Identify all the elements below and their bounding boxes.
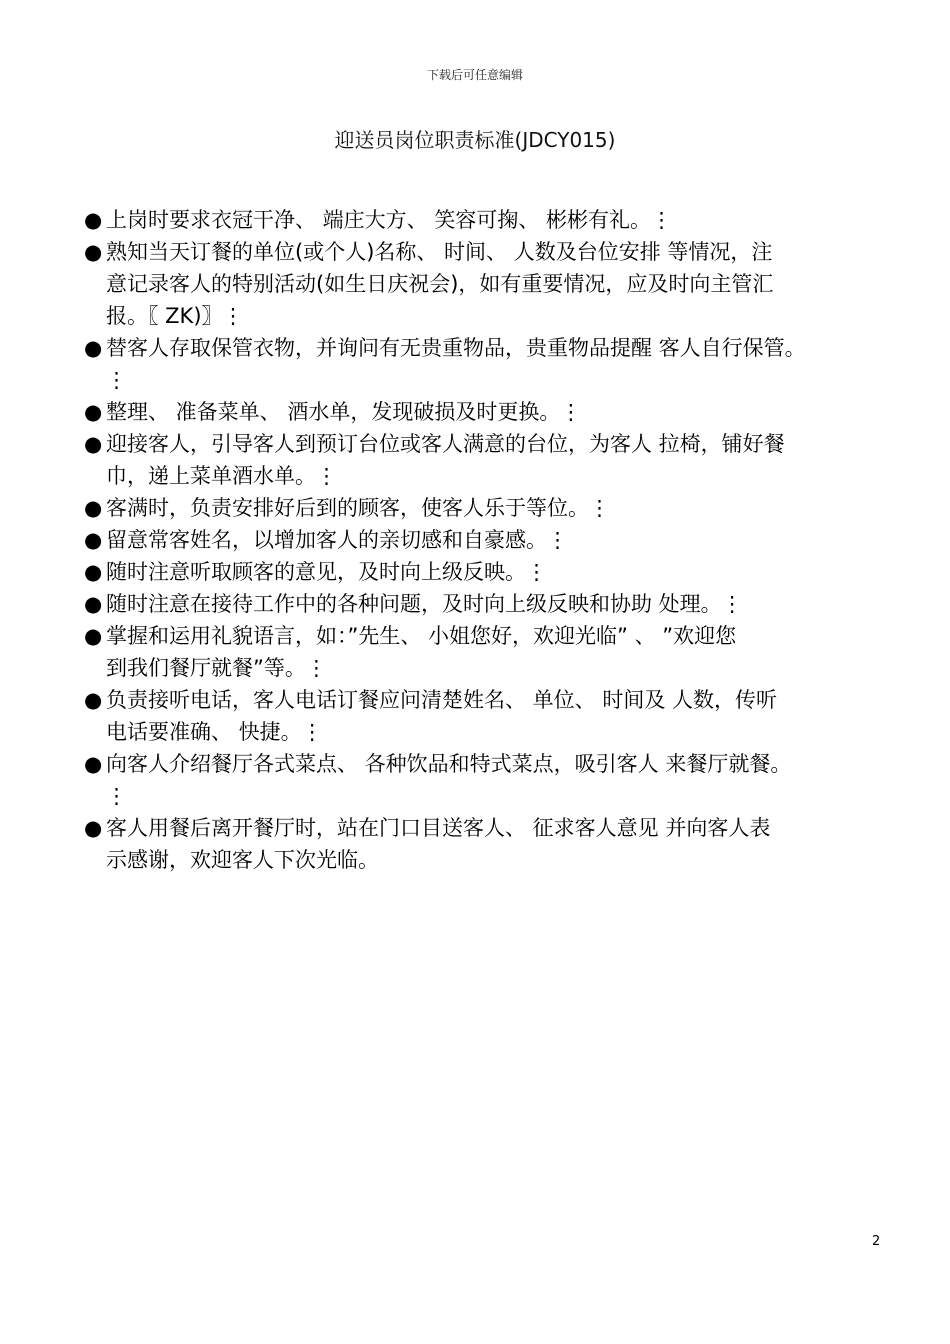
list-item-text: 负责接听电话，客人电话订餐应问清楚姓名、 单位、 时间及 人数，传听 电话要准确、 快捷。⋮	[106, 688, 778, 744]
bullet-icon: ●	[84, 816, 103, 840]
list-item-text: 客人用餐后离开餐厅时，站在门口目送客人、 征求客人意见 并向客人表 示感谢，欢迎客人下次光临。	[106, 816, 771, 872]
list-item-text: 随时注意在接待工作中的各种问题，及时向上级反映和协助 处理。⋮	[106, 592, 743, 616]
bullet-icon: ●	[84, 688, 103, 712]
list-item	[84, 492, 884, 524]
page-number: 2	[872, 1234, 881, 1249]
bullet-icon: ●	[84, 240, 103, 264]
list-item	[84, 428, 884, 492]
list-item	[84, 556, 884, 588]
list-item-text: 随时注意听取顾客的意见，及时向上级反映。⋮	[106, 560, 547, 584]
list-item-text: 整理、 准备菜单、 酒水单，发现破损及时更换。⋮	[106, 400, 582, 424]
list-item-text: 熟知当天订餐的单位(或个人)名称、 时间、 人数及台位安排 等情况，注 意记录客人的特别活动(如生日庆祝会)，如有重要情况，应及时向主管汇 报。〖 ZK)〗⋮	[106, 240, 774, 328]
bullet-icon: ●	[84, 400, 103, 424]
duty-list	[84, 204, 884, 876]
list-item-text: 替客人存取保管衣物，并询问有无贵重物品，贵重物品提醒 客人自行保管。 ⋮	[106, 336, 806, 392]
list-item-text: 迎接客人，引导客人到预订台位或客人满意的台位，为客人 拉椅，铺好餐 巾，递上菜单酒水单。⋮	[106, 432, 785, 488]
header-note: 下载后可任意编辑	[426, 68, 523, 82]
bullet-icon: ●	[84, 592, 103, 616]
list-item-text: 客满时，负责安排好后到的顾客，使客人乐于等位。⋮	[106, 496, 610, 520]
bullet-icon: ●	[84, 336, 103, 360]
bullet-icon: ●	[84, 496, 103, 520]
bullet-icon: ●	[84, 624, 103, 648]
bullet-icon: ●	[84, 752, 103, 776]
list-item	[84, 396, 884, 428]
bullet-icon: ●	[84, 432, 103, 456]
list-item-text: 上岗时要求衣冠干净、 端庄大方、 笑容可掬、 彬彬有礼。⋮	[106, 208, 673, 232]
list-item	[84, 620, 884, 684]
list-item	[84, 524, 884, 556]
list-item	[84, 332, 884, 396]
bullet-icon: ●	[84, 208, 103, 232]
list-item	[84, 204, 884, 236]
list-item-text: 掌握和运用礼貌语言，如：”先生、 小姐您好，欢迎光临” 、 ”欢迎您 到我们餐厅就餐”等。⋮	[106, 624, 737, 680]
list-item	[84, 684, 884, 748]
list-item	[84, 748, 884, 812]
page-title: 迎送员岗位职责标准(JDCY015)	[334, 128, 616, 152]
list-item	[84, 236, 884, 332]
bullet-icon: ●	[84, 560, 103, 584]
list-item	[84, 588, 884, 620]
bullet-icon: ●	[84, 528, 103, 552]
list-item-text: 向客人介绍餐厅各式菜点、 各种饮品和特式菜点，吸引客人 来餐厅就餐。 ⋮	[106, 752, 792, 808]
list-item	[84, 812, 884, 876]
list-item-text: 留意常客姓名，以增加客人的亲切感和自豪感。⋮	[106, 528, 568, 552]
